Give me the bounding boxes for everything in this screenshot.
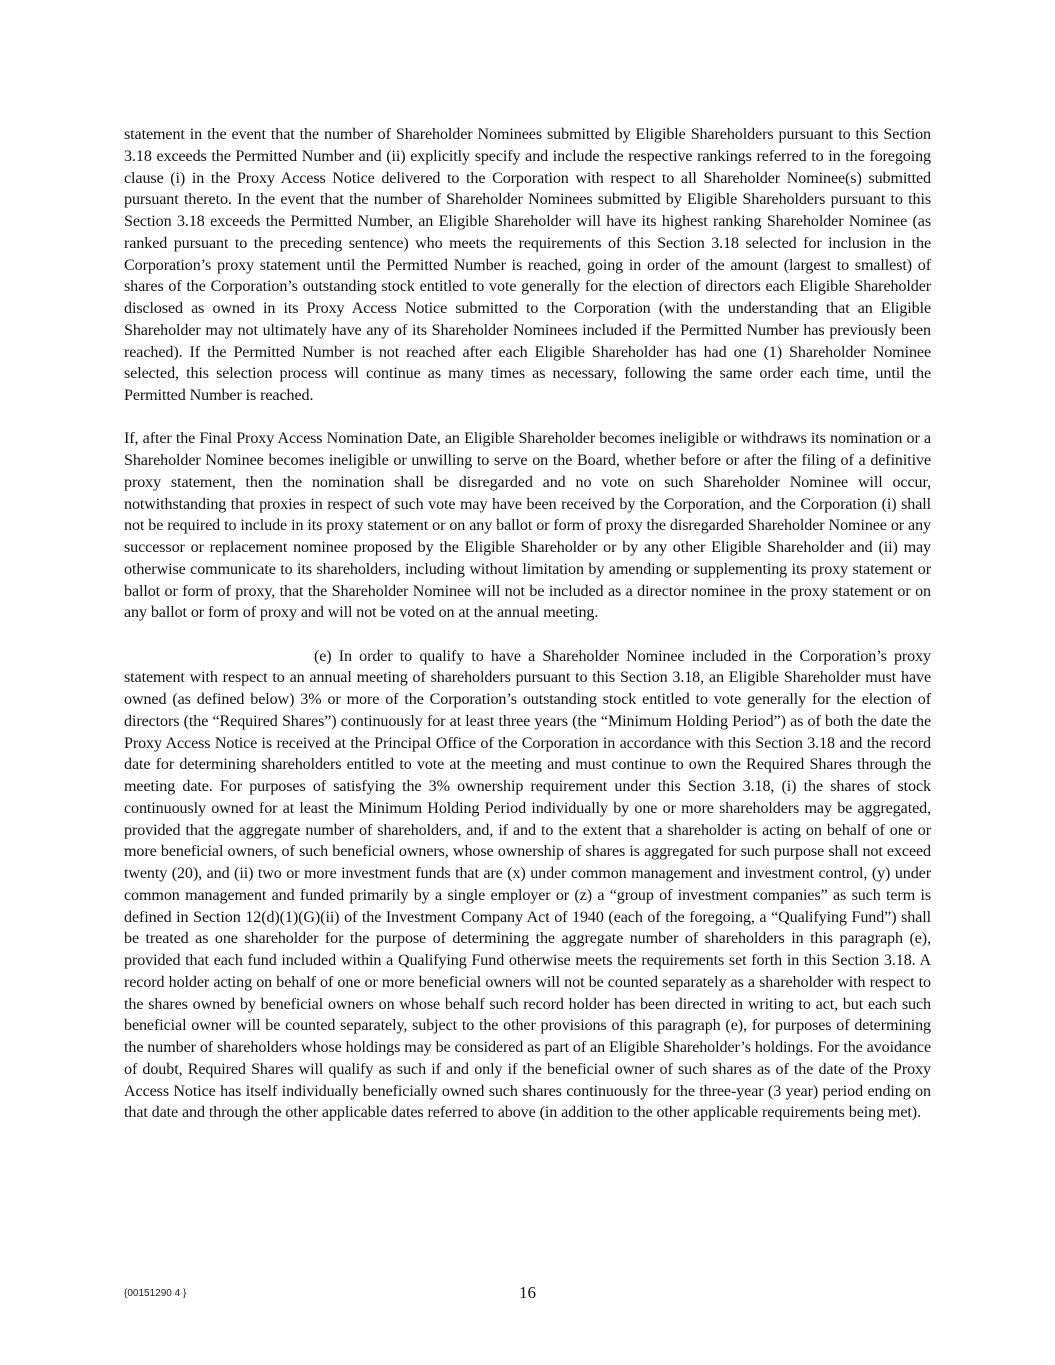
footer-document-id: {00151290 4 } bbox=[124, 1288, 187, 1299]
paragraph-ineligible-nominee: If, after the Final Proxy Access Nomination Date, an Eligible Shareholder becomes ineligible or withdraws its nomination or a Shareholder Nominee becomes ineligible or unwilling to serve on the Board, whether before or after the filing of a definitive proxy statement, then the nomination shall be disregarded and no vote on such Shareholder Nominee will occur, notwithstanding that proxies in respect of such vote may have been received by the Corporation, and the Corporation (i) shall not be required to include in its proxy statement or on any ballot or form of proxy the disregarded Shareholder Nominee or any successor or replacement nominee proposed by the Eligible Shareholder or by any other Eligible Shareholder and (ii) may otherwise communicate to its shareholders, including without limitation by amending or supplementing its proxy statement or ballot or form of proxy, that the Shareholder Nominee will not be included as a director nominee in the proxy statement or on any ballot or form of proxy and will not be voted on at the annual meeting. bbox=[124, 430, 931, 622]
paragraph-e-ownership-requirement: (e) In order to qualify to have a Shareholder Nominee included in the Corporation’s proxy statement with respect to an annual meeting of shareholders pursuant to this Section 3.18, an Eligible Shareholder must have owned (as defined below) 3% or more of the Corporation’s outstanding stock entitled to vote generally for the election of directors (the “Required Shares”) continuously for at least three years (the “Minimum Holding Period”) as of both the date the Proxy Access Notice is received at the Principal Office of the Corporation in accordance with this Section 3.18 and the record date for determining shareholders entitled to vote at the meeting and must continue to own the Required Shares through the meeting date. For purposes of satisfying the 3% ownership requirement under this Section 3.18, (i) the shares of stock continuously owned for at least the Minimum Holding Period individually by one or more shareholders may be aggregated, provided that the aggregate number of shareholders, and, if and to the extent that a shareholder is acting on behalf of one or more beneficial owners, of such beneficial owners, whose ownership of shares is aggregated for such purpose shall not exceed twenty (20), and (ii) two or more investment funds that are (x) under common management and investment control, (y) under common management and funded primarily by a single employer or (z) a “group of investment companies” as such term is defined in Section 12(d)(1)(G)(ii) of the Investment Company Act of 1940 (each of the foregoing, a “Qualifying Fund”) shall be treated as one shareholder for the purpose of determining the aggregate number of shareholders in this paragraph (e), provided that each fund included within a Qualifying Fund otherwise meets the requirements set forth in this Section 3.18. A record holder acting on behalf of one or more beneficial owners will not be counted separately as a shareholder with respect to the shares owned by beneficial owners on whose behalf such record holder has been directed in writing to act, but each such beneficial owner will be counted separately, subject to the other provisions of this paragraph (e), for purposes of determining the number of shareholders whose holdings may be considered as part of an Eligible Shareholder’s holdings. For the avoidance of doubt, Required Shares will qualify as such if and only if the beneficial owner of such shares as of the date of the Proxy Access Notice has itself individually beneficially owned such shares continuously for the three-year (3 year) period ending on that date and through the other applicable dates referred to above (in addition to the other applicable requirements being met). bbox=[124, 647, 931, 1122]
page-number: 16 bbox=[519, 1283, 536, 1302]
paragraph-ranking-selection: statement in the event that the number of Shareholder Nominees submitted by Eligible Shareholders pursuant to this Section 3.18 exceeds the Permitted Number and (ii) explicitly specify and include the respective rankings referred to in the foregoing clause (i) in the Proxy Access Notice delivered to the Corporation with respect to all Shareholder Nominee(s) submitted pursuant thereto. In the event that the number of Shareholder Nominees submitted by Eligible Shareholders pursuant to this Section 3.18 exceeds the Permitted Number, an Eligible Shareholder will have its highest ranking Shareholder Nominee (as ranked pursuant to the preceding sentence) who meets the requirements of this Section 3.18 selected for inclusion in the Corporation’s proxy statement until the Permitted Number is reached, going in order of the amount (largest to smallest) of shares of the Corporation’s outstanding stock entitled to vote generally for the election of directors each Eligible Shareholder disclosed as owned in its Proxy Access Notice submitted to the Corporation (with the understanding that an Eligible Shareholder may not ultimately have any of its Shareholder Nominees included if the Permitted Number has previously been reached). If the Permitted Number is not reached after each Eligible Shareholder has had one (1) Shareholder Nominee selected, this selection process will continue as many times as necessary, following the same order each time, until the Permitted Number is reached. bbox=[124, 126, 931, 404]
document-page bbox=[124, 124, 931, 1124]
